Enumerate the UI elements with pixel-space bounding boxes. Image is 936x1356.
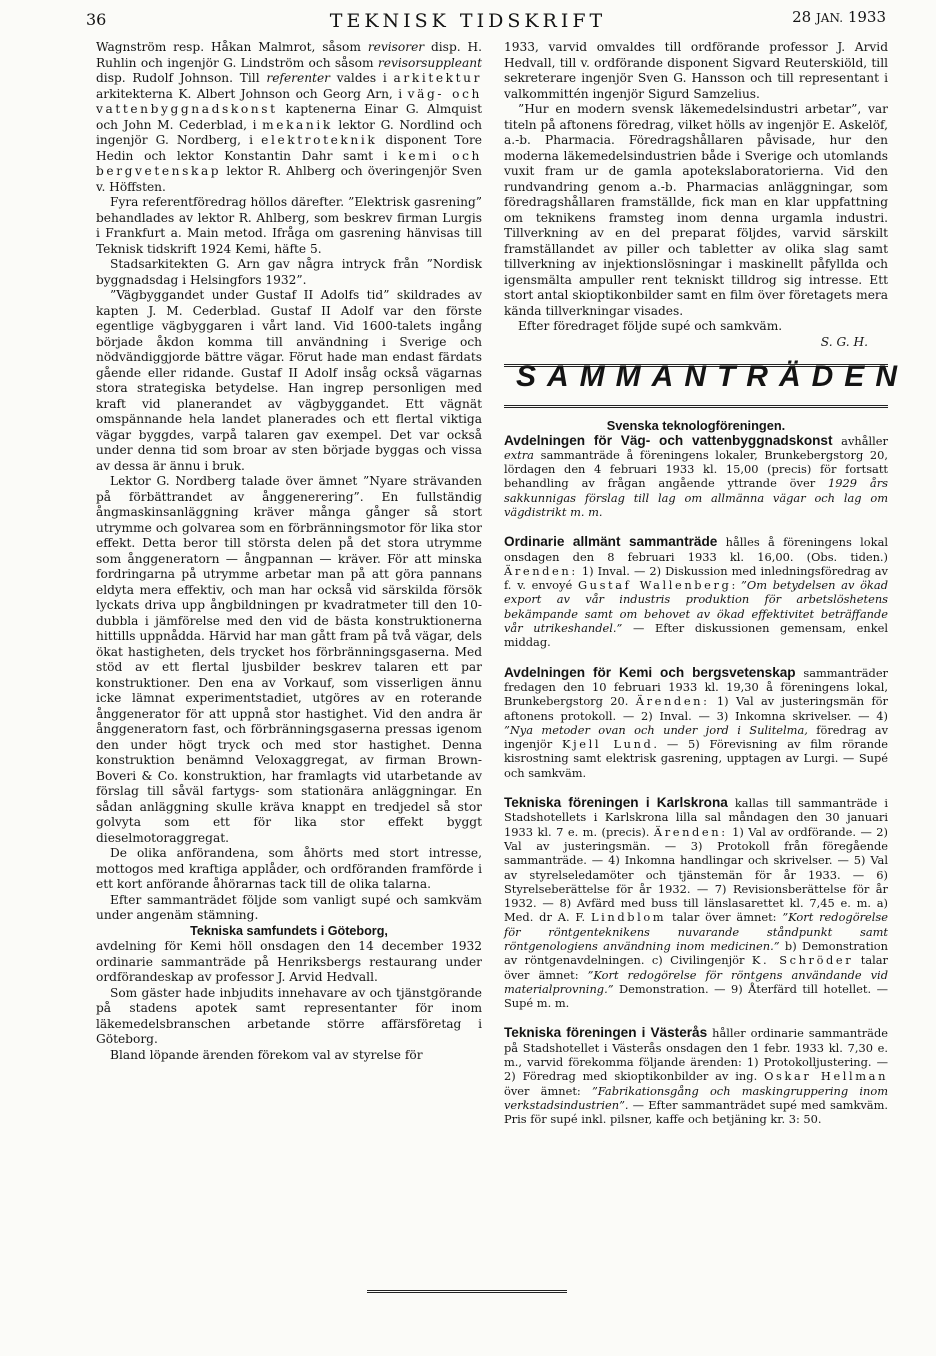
banner-title: SAMMANTRÄDEN <box>516 360 908 393</box>
meeting-notice: Ordinarie allmänt sammanträde hålles å föreningens lokal onsdagen den 8 februari 1933 kl. 16,00. (Obs. tiden.) Ärenden: 1) Inval. — 2) Diskussion med inledningsföredrag av f. v. envoyé Gustaf Wallenberg: ”Om betydelsen av ökad export av vår industris produktion för arbetslöshetens bekämpande samt om behovet av ökad effektivitet beträffande vår utrikeshandel.” — Efter diskussionen gemensam, enkel middag. <box>504 534 888 650</box>
paragraph: Bland löpande ärenden förekom val av styrelse för <box>110 1047 423 1062</box>
paragraph: 1933, varvid omvaldes till ordförande professor J. Arvid Hedvall, till v. ordförande disponent Sigvard Reuterskiöld, till sekreterare ingenjör Sven G. Hansson och till representant i valkommittén ingenjör Sigurd Samzelius. <box>504 40 888 101</box>
paragraph: avdelning för Kemi höll onsdagen den 14 december 1932 ordinarie sammanträde på Henriksbergs restaurang under ordförandeskap av professor J. Arvid Hedvall. <box>96 939 482 984</box>
date-month: JAN. <box>816 11 844 25</box>
end-rule <box>367 1290 567 1295</box>
date-day: 28 <box>792 8 812 26</box>
sammantraden-banner <box>504 360 908 408</box>
paragraph: Wagnström resp. Håkan Malmrot, såsom revisorer disp. H. Ruhlin och ingenjör G. Lindström och såsom revisorsuppleant disp. Rudolf Johnson. Till referenter valdes i arkitektur arkitekterna K. Albert Johnson och Georg Arn, i väg- och vattenbyggnadskonst kaptenerna Einar G. Almquist och John M. Cederblad, i mekanik lektor G. Nordlind och ingenjör G. Nordberg, i elektroteknik disponent Tore Hedin och lektor Konstantin Dahr samt i kemi och bergvetenskap lektor R. Ahlberg och överingenjör Sven v. Höffsten. <box>96 40 482 194</box>
left-column <box>96 40 482 1063</box>
paragraph: Som gäster hade inbjudits innehavare av och tjänstgörande på stadens apotek samt representanter för inom läkemedelsbranschen arbetande större affärsföretag i Göteborg. <box>96 985 482 1046</box>
right-column <box>504 40 908 1143</box>
paragraph: De olika anförandena, som åhörts med stort intresse, mottogos med kraftiga applåder, och ordföranden framförde i ett kort anförande åhörarnas tack till de olika talarna. <box>96 846 482 891</box>
section-heading: Tekniska samfundets i Göteborg, <box>190 923 388 938</box>
paragraph: Efter föredraget följde supé och samkväm. <box>518 319 783 333</box>
page-header <box>0 6 936 32</box>
paragraph: ”Hur en modern svensk läkemedelsindustri arbetar”, var titeln på aftonens föredrag, vilket hölls av ingenjör E. Askelöf, a.-b. Pharmacia. Föredragshållaren påvisade, hur den moderna läkemedelsindustrien både i Sverige och utomlands vuxit fram ur de gamla apotekslaboratorierna. Vid den rundvandring genom a.-b. Pharmacias anläggningar, som föredragshållaren framställde, fick man en klar uppfattning om teknikens framsteg inom denna urgamla industri. Tillverkning av en del preparat följdes, varvid särskilt framställandet av piller och tabletter av olika slag samt tillverkning av injektionslösningar i maskinellt påfyllda och igensmälta ampuller rent tekniskt tilldrog sig intresse. Ett stort antal skioptikonbilder samt en film över företagets mera kända tillverkningar visades. <box>504 102 888 318</box>
meeting-notice: Avdelningen för Kemi och bergsvetenskap sammanträder fredagen den 10 februari 1933 kl. 19,30 å föreningens lokal, Brunkebergstorg 20. Ärenden: 1) Val av justeringsmän för aftonens protokoll. — 2) Inval. — 3) Inkomna skrivelser. — 4) ”Nya metoder ovan och under jord i Sulitelma, föredrag av ingenjör Kjell Lund. — 5) Förevisning av film rörande kisrostning samt elektrisk gasrening, upptagen av Lurgi. — Supé och samkväm. <box>504 664 889 780</box>
issue-date <box>792 8 886 26</box>
paragraph: Lektor G. Nordberg talade över ämnet ”Nyare strävanden på förbättrandet av ånggenerering”. En fullständig ångmaskinsanläggning kräver många gånger så stort utrymme och golvarea som en förbränningsmotor för lika stor effekt. Detta beror till största delen på det stora utrymme som ånggeneratorn — ångpannan — kräver. För att minska fordringarna på utrymme arbetar man på att göra pannans eldyta mera effektiv, och man har också vid särskilda försök lyckats driva upp ångbildningen pr kvadratmeter till den 10-dubbla i jämförelse med den vid de bästa konstruktionerna hittills uppnådda. Härvid har man gått fram på två vägar, dels ökat hastigheten, dels trycket hos förbränningsgaserna. Med stöd av ett flertal ljusbilder beskrev talaren ett par konstruktioner. Den ena av Vorkauf, som visserligen ännu icke lämnat experimentstadiet, utgöres av en roterande ånggenerator för att uppnå stor hastighet. Vid den andra är ånggeneratorn fast, och förbränningsgaserna pressas igenom den under högt tryck och med stor hastighet. Denna konstruktion benämnd Veloxaggregat, av firman Brown-Boveri & Co. konstruktion, har framlagts vid utarbetande av förslag till såväl fartygs- som stationära anläggningar. En sådan anläggning skulle kräva knappt en tredjedel så stor golvyta som ett för lika stor effekt byggt dieselmotoraggregat. <box>96 474 482 845</box>
signature: S. G. H. <box>820 334 868 349</box>
paragraph: Efter sammanträdet följde som vanligt supé och samkväm under angenäm stämning. <box>96 892 482 922</box>
paragraph: Stadsarkitekten G. Arn gav några intryck från ”Nordisk byggnadsdag i Helsingfors 1932”. <box>96 257 482 287</box>
date-year: 1933 <box>847 8 886 26</box>
paragraph: Fyra referentföredrag höllos därefter. ”Elektrisk gasrening” behandlades av lektor R. Ahlberg, som beskrev firman Lurgis i Frankfurt a. Main metod. Ifråga om gasrening hänvisas till Teknisk tidskrift 1924 Kemi, häfte 5. <box>96 195 482 256</box>
meeting-notice: Avdelningen för Väg- och vattenbyggnadskonst avhåller extra sammanträde å föreningens lokaler, Brunkebergstorg 20, lördagen den 4 februari 1933 kl. 15,00 (precis) för fortsatt behandling av frågan angående yttrande över 1929 års sakkunnigas förslag till lag om allmänna vägar och lag om vägdistrikt m. m. <box>504 432 888 519</box>
paragraph: ”Vägbyggandet under Gustaf II Adolfs tid” skildrades av kapten J. M. Cederblad. Gustaf II Adolf var den förste egentlige vägbyggaren i vårt land. Vid 1600-talets ingång började åkdon komma till användning i Sverige och nödvändiggjorde bättre vägar. Förut hade man endast färdats gående eller ridande. Gustaf II Adolf insåg också vägarnas stora strategiska betydelse. Han ingrep personligen med kraft vid planerandet av vägbyggandet. Ett vägnät omspännande hela landet planerades och ett flertal viktiga vägar byggdes, varpå talaren gav exempel. Det var också under denna tid som broar av sten började byggas och vissa av dessa är ännu i bruk. <box>96 288 482 473</box>
meeting-notice: Tekniska föreningen i Västerås håller ordinarie sammanträde på Stadshotellet i Västerås onsdagen den 1 febr. 1933 kl. 7,30 e. m., varvid förekomma följande ärenden: 1) Protokolljustering. — 2) Föredrag med skioptikonbilder av ing. Oskar Hellman över ämnet: ”Fabrikationsgång och maskingruppering inom verkstadsindustrien”. — Efter sammanträdet supé med samkväm. Pris för supé inkl. pilsner, kaffe och betjäning kr. 3: 50. <box>504 1025 889 1127</box>
page-number: 36 <box>86 10 107 29</box>
journal-title: TEKNISK TIDSKRIFT <box>329 10 607 32</box>
organization-heading: Svenska teknologföreningen. <box>606 418 786 433</box>
meeting-notice: Tekniska föreningen i Karlskrona kallas till sammanträde i Stadshotellets i Karlskrona lilla sal måndagen den 30 januari 1933 kl. 7 e. m. (precis). Ärenden: 1) Val av ordförande. — 2) Val av justeringsmän. — 3) Protokoll från föregående sammanträde. — 4) Inkomna handlingar och skrivelser. — 5) Val av styrelseledamöter och tjänstemän för år 1933. — 6) Styrelseberättelse för år 1932. — 7) Revisionsberättelse för år 1932. — 8) Avfärd med buss till länslasarettet kl. 7,45 e. m. a) Med. dr A. F. Lindblom talar över ämnet: ”Kort redogörelse för röntgenteknikens nuvarande ståndpunkt samt röntgenologiens användning inom medicinen.” b) Demonstration av röntgenavdelningen. c) Civilingenjör K. Schröder talar över ämnet: ”Kort redogörelse för röntgens användande vid materialprovning.” Demonstration. — 9) Återfärd till hotellet. — Supé m. m. <box>504 795 889 1011</box>
